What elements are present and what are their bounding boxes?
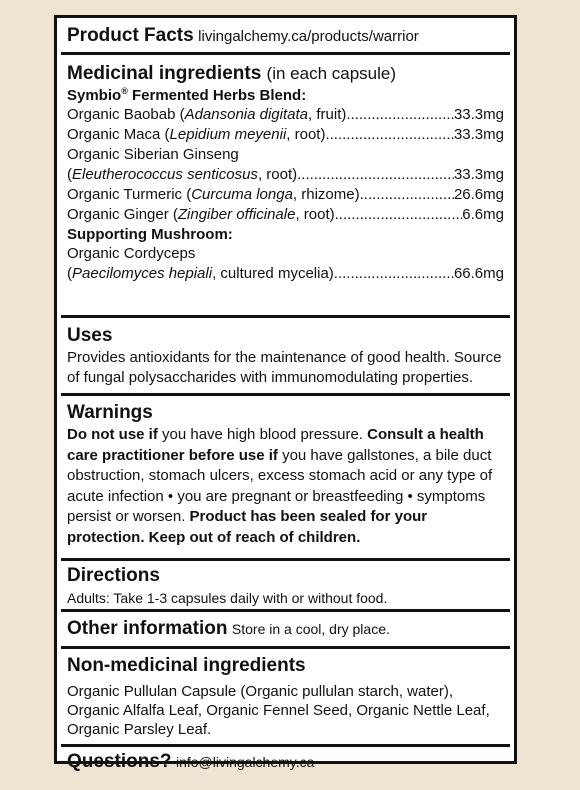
ingredient-row: (Paecilomyces hepiali, cultured mycelia) ..... 66.6mg xyxy=(67,264,504,284)
non-medicinal-title: Non-medicinal ingredients xyxy=(67,655,306,676)
ingredient-row: (Eleutherococcus senticosus, root) ..... 33.3mg xyxy=(67,165,504,185)
ingredient-row: Organic Baobab (Adansonia digitata, fruit) ..... 33.3mg xyxy=(67,105,504,125)
contact-email[interactable]: info@livingalchemy.ca xyxy=(175,754,315,770)
ingredient-row: Organic Turmeric (Curcuma longa, rhizome) ..... 26.6mg xyxy=(67,185,504,205)
product-facts-panel xyxy=(54,15,517,772)
directions-section xyxy=(61,561,510,612)
header-section xyxy=(61,18,510,55)
non-medicinal-text: Organic Pullulan Capsule (Organic pullulan starch, water), Organic Alfalfa Leaf, Organic Fennel Seed, Organic Nettle Leaf, Organic Parsley Leaf. xyxy=(67,683,490,738)
ingredient-name-line: Organic Siberian Ginseng xyxy=(67,146,239,163)
uses-section xyxy=(61,318,510,396)
directions-title: Directions xyxy=(67,565,160,586)
mushroom-label: Supporting Mushroom: xyxy=(67,226,233,243)
panel-title: Product Facts xyxy=(67,25,194,46)
questions-title: Questions? xyxy=(67,751,172,772)
medicinal-title: Medicinal ingredients xyxy=(67,63,262,84)
ingredient-row: Organic Ginger (Zingiber officinale, root) ..... 6.6mg xyxy=(67,205,504,225)
blend-label: Symbio® Fermented Herbs Blend: xyxy=(67,86,307,104)
non-medicinal-section xyxy=(61,649,510,747)
medicinal-title-suffix: (in each capsule) xyxy=(266,64,397,83)
other-info-title: Other information xyxy=(67,618,228,639)
uses-text: Provides antioxidants for the maintenance of good health. Source of fungal polysaccharides with immunomodulating properties. xyxy=(67,349,502,386)
uses-title: Uses xyxy=(67,325,113,346)
directions-text: Adults: Take 1-3 capsules daily with or without food. xyxy=(67,590,388,606)
medicinal-section xyxy=(61,55,510,318)
other-info-text: Store in a cool, dry place. xyxy=(231,621,390,637)
questions-section xyxy=(61,747,510,779)
warnings-section xyxy=(61,396,510,561)
ingredient-row: Organic Maca (Lepidium meyenii, root) ..... 33.3mg xyxy=(67,125,504,145)
other-info-section xyxy=(61,612,510,649)
product-url: livingalchemy.ca/products/warrior xyxy=(198,28,419,45)
warnings-title: Warnings xyxy=(67,402,153,423)
ingredient-name-line: Organic Cordyceps xyxy=(67,245,196,262)
warnings-text: Do not use if you have high blood pressure. Consult a health care practitioner before use if you have gallstones, a bile duct obstruction, stomach ulcers, excess stomach acid or any type of acute infection • you are pregnant or breastfeeding • symptoms persist or worsen. Product has been sealed for your protection. Keep out of reach of children. xyxy=(67,426,493,546)
